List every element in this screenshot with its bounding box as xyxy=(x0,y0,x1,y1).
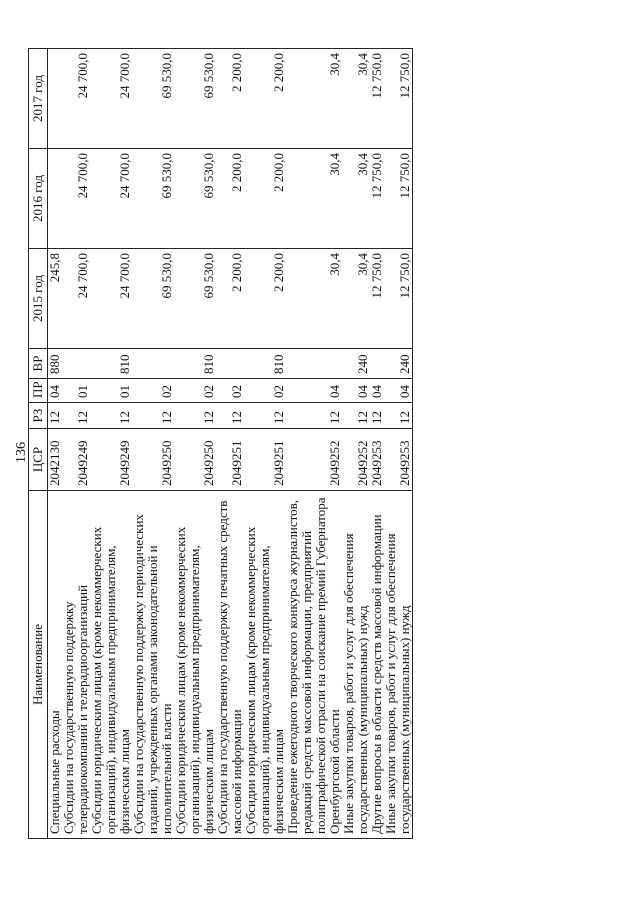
cell-vr: 810 xyxy=(174,349,216,379)
cell-name: Иные закупки товаров, работ и услуг для обеспечения государственных (муниципальных) нужд xyxy=(384,491,413,839)
cell-y2016: 69 530,0 xyxy=(132,149,174,249)
table-row xyxy=(216,49,244,839)
cell-rz: 12 xyxy=(62,403,90,429)
cell-rz: 12 xyxy=(132,403,174,429)
cell-pr: 02 xyxy=(216,379,244,403)
cell-pr: 04 xyxy=(370,379,384,403)
cell-y2015: 30,4 xyxy=(342,249,370,349)
cell-pr: 04 xyxy=(48,379,63,403)
cell-name: Субсидии на государственную поддержку печатных средств массовой информации xyxy=(216,491,244,839)
cell-pr: 01 xyxy=(62,379,90,403)
cell-name: Специальные расходы xyxy=(48,491,63,839)
cell-vr xyxy=(62,349,90,379)
cell-vr: 810 xyxy=(244,349,286,379)
cell-y2017: 12 750,0 xyxy=(384,49,413,149)
budget-table xyxy=(28,48,413,839)
table-row xyxy=(244,49,286,839)
cell-y2016: 12 750,0 xyxy=(384,149,413,249)
cell-name: Проведение ежегодного творческого конкурса журналистов, редакций средств массовой информации, предприятий полиграфической отрасли на соискание премий Губернатора Оренбургской области xyxy=(286,491,342,839)
cell-y2015: 2 200,0 xyxy=(216,249,244,349)
cell-rz: 12 xyxy=(384,403,413,429)
table-row xyxy=(342,49,370,839)
cell-y2015: 24 700,0 xyxy=(62,249,90,349)
cell-rz: 12 xyxy=(174,403,216,429)
cell-rz: 12 xyxy=(90,403,132,429)
header-2015: 2015 год xyxy=(29,249,48,349)
cell-y2017: 2 200,0 xyxy=(216,49,244,149)
cell-y2016: 2 200,0 xyxy=(216,149,244,249)
cell-y2016: 69 530,0 xyxy=(174,149,216,249)
header-2017: 2017 год xyxy=(29,49,48,149)
cell-rz: 12 xyxy=(48,403,63,429)
cell-csr: 2049250 xyxy=(174,429,216,491)
header-pr: ПР xyxy=(29,379,48,403)
cell-vr: 240 xyxy=(342,349,370,379)
cell-name: Иные закупки товаров, работ и услуг для обеспечения государственных (муниципальных) нужд xyxy=(342,491,370,839)
cell-csr: 2049250 xyxy=(132,429,174,491)
cell-csr: 2049251 xyxy=(244,429,286,491)
cell-csr: 2049249 xyxy=(62,429,90,491)
cell-name: Субсидии на государственную поддержку периодических изданий, учрежденных органами законодательной и исполнительной власти xyxy=(132,491,174,839)
table-row xyxy=(90,49,132,839)
cell-y2017: 30,4 xyxy=(286,49,342,149)
cell-pr: 02 xyxy=(174,379,216,403)
cell-pr: 04 xyxy=(384,379,413,403)
cell-y2016: 30,4 xyxy=(286,149,342,249)
cell-rz: 12 xyxy=(244,403,286,429)
cell-vr xyxy=(370,349,384,379)
cell-y2017: 12 750,0 xyxy=(370,49,384,149)
cell-y2017: 24 700,0 xyxy=(90,49,132,149)
cell-y2015: 30,4 xyxy=(286,249,342,349)
cell-csr: 2049252 xyxy=(286,429,342,491)
cell-pr: 04 xyxy=(286,379,342,403)
cell-y2015: 69 530,0 xyxy=(174,249,216,349)
cell-y2016: 2 200,0 xyxy=(244,149,286,249)
table-row xyxy=(384,49,413,839)
cell-pr: 01 xyxy=(90,379,132,403)
cell-csr: 2049253 xyxy=(370,429,384,491)
cell-y2016: 24 700,0 xyxy=(62,149,90,249)
table-body xyxy=(48,49,413,839)
cell-y2016: 12 750,0 xyxy=(370,149,384,249)
cell-vr xyxy=(132,349,174,379)
cell-y2017: 30,4 xyxy=(342,49,370,149)
cell-rz: 12 xyxy=(342,403,370,429)
cell-csr: 2049253 xyxy=(384,429,413,491)
page-number: 136 xyxy=(14,442,29,463)
cell-y2017: 69 530,0 xyxy=(174,49,216,149)
cell-pr: 02 xyxy=(132,379,174,403)
cell-vr: 880 xyxy=(48,349,63,379)
cell-y2017: 69 530,0 xyxy=(132,49,174,149)
cell-vr xyxy=(216,349,244,379)
cell-vr xyxy=(286,349,342,379)
cell-rz: 12 xyxy=(370,403,384,429)
cell-pr: 02 xyxy=(244,379,286,403)
cell-pr: 04 xyxy=(342,379,370,403)
cell-y2015: 12 750,0 xyxy=(370,249,384,349)
cell-y2017: 24 700,0 xyxy=(62,49,90,149)
cell-y2017: 2 200,0 xyxy=(244,49,286,149)
cell-y2017 xyxy=(48,49,63,149)
cell-rz: 12 xyxy=(286,403,342,429)
cell-csr: 2049252 xyxy=(342,429,370,491)
cell-csr: 2049249 xyxy=(90,429,132,491)
cell-y2016 xyxy=(48,149,63,249)
cell-y2016: 24 700,0 xyxy=(90,149,132,249)
cell-vr: 240 xyxy=(384,349,413,379)
table-row xyxy=(370,49,384,839)
table-header-row xyxy=(29,49,48,839)
header-2016: 2016 год xyxy=(29,149,48,249)
table-row xyxy=(62,49,90,839)
cell-csr: 2042130 xyxy=(48,429,63,491)
header-vr: ВР xyxy=(29,349,48,379)
cell-name: Другие вопросы в области средств массовой информации xyxy=(370,491,384,839)
cell-name: Субсидии юридическим лицам (кроме некоммерческих организаций), индивидуальным предпринимателям, физическим лицам xyxy=(244,491,286,839)
cell-y2015: 69 530,0 xyxy=(132,249,174,349)
header-rz: РЗ xyxy=(29,403,48,429)
table-row xyxy=(48,49,63,839)
cell-vr: 810 xyxy=(90,349,132,379)
cell-y2015: 12 750,0 xyxy=(384,249,413,349)
cell-name: Субсидии юридическим лицам (кроме некоммерческих организаций), индивидуальным предпринимателям, физическим лицам xyxy=(90,491,132,839)
cell-rz: 12 xyxy=(216,403,244,429)
cell-y2015: 24 700,0 xyxy=(90,249,132,349)
cell-name: Субсидии юридическим лицам (кроме некоммерческих организаций), индивидуальным предпринимателям, физическим лицам xyxy=(174,491,216,839)
cell-y2015: 245,8 xyxy=(48,249,63,349)
header-name: Наименование xyxy=(29,491,48,839)
cell-name: Субсидии на государственную поддержку телерадиокомпаний и телерадиоорганизаций xyxy=(62,491,90,839)
header-csr: ЦСР xyxy=(29,429,48,491)
cell-csr: 2049251 xyxy=(216,429,244,491)
table-row xyxy=(286,49,342,839)
table-row xyxy=(174,49,216,839)
cell-y2016: 30,4 xyxy=(342,149,370,249)
cell-y2015: 2 200,0 xyxy=(244,249,286,349)
table-row xyxy=(132,49,174,839)
